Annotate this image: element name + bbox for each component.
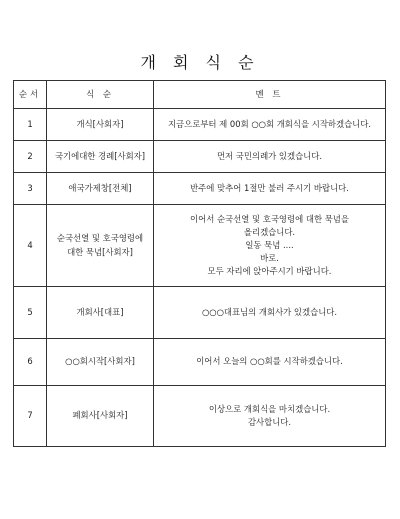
- table-row: [14, 386, 386, 447]
- document-title: 개 회 식 순: [140, 53, 260, 72]
- header-ment: 멘 트: [154, 81, 386, 109]
- table-header-row: [14, 81, 386, 109]
- row-ment: 먼저 국민의례가 있겠습니다.: [154, 141, 386, 173]
- row-order: 2: [14, 141, 47, 173]
- table-row: [14, 109, 386, 141]
- row-order: 4: [14, 205, 47, 287]
- table-row: [14, 141, 386, 173]
- row-item: 폐회사[사회자]: [47, 386, 154, 447]
- table-row: [14, 205, 386, 287]
- row-ment: ○○○대표님의 개회사가 있겠습니다.: [154, 287, 386, 339]
- row-ment: 반주에 맞추어 1절만 불러 주시기 바랍니다.: [154, 173, 386, 205]
- row-ment: 이어서 오늘의 ○○회를 시작하겠습니다.: [154, 339, 386, 386]
- row-item: 애국가제창[전체]: [47, 173, 154, 205]
- table-row: [14, 287, 386, 339]
- row-item: 개식[사회자]: [47, 109, 154, 141]
- program-table: [13, 80, 386, 447]
- row-ment: 이상으로 개회식을 마치겠습니다. 감사합니다.: [154, 386, 386, 447]
- row-item: ○○회시작[사회자]: [47, 339, 154, 386]
- row-item: 순국선열 및 호국영령에 대한 묵념[사회자]: [47, 205, 154, 287]
- row-order: 5: [14, 287, 47, 339]
- table-row: [14, 173, 386, 205]
- row-ment: 지금으로부터 제 00회 ○○회 개회식을 시작하겠습니다.: [154, 109, 386, 141]
- header-order: 순서: [14, 81, 47, 109]
- row-item: 국기에대한 경례[사회자]: [47, 141, 154, 173]
- row-order: 7: [14, 386, 47, 447]
- row-ment: 이어서 순국선열 및 호국영령에 대한 묵념을 올리겠습니다. 일동 묵념 .... 바로. 모두 자리에 앉아주시기 바랍니다.: [154, 205, 386, 287]
- row-item: 개회사[대표]: [47, 287, 154, 339]
- row-order: 3: [14, 173, 47, 205]
- row-order: 6: [14, 339, 47, 386]
- table-row: [14, 339, 386, 386]
- header-item: 식 순: [47, 81, 154, 109]
- row-order: 1: [14, 109, 47, 141]
